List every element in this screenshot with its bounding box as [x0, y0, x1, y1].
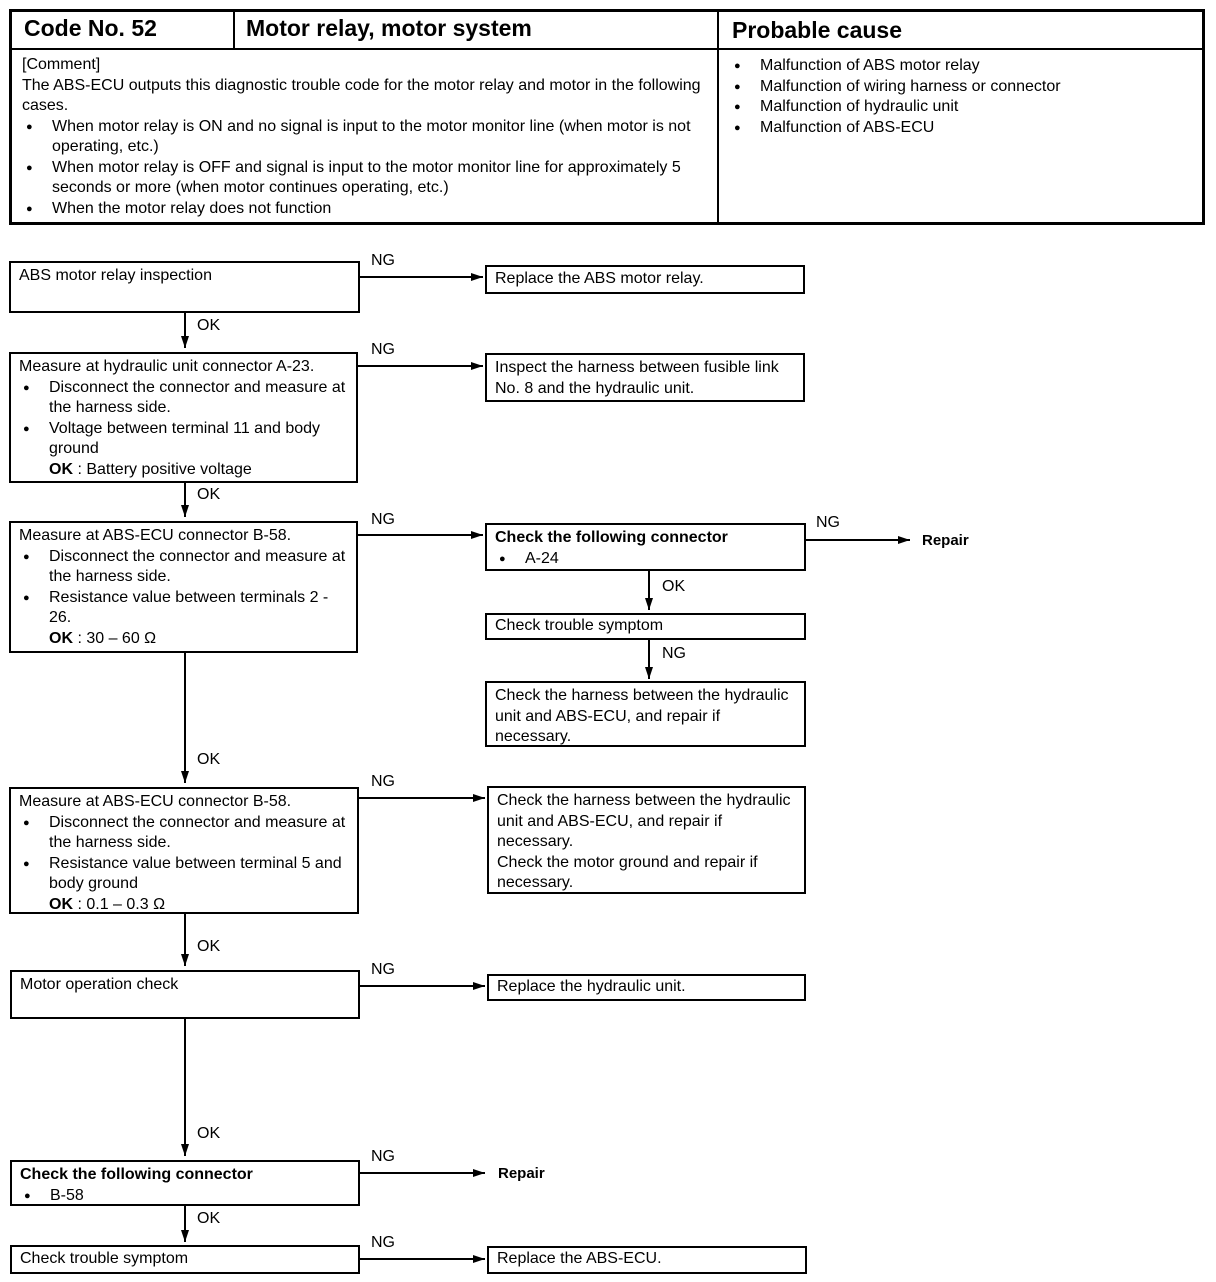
step-measure-ecu-ground	[9, 787, 359, 914]
action-inspect-harness-fusible-link	[485, 353, 805, 402]
ng-label: NG	[816, 514, 840, 531]
cause-item: ● Malfunction of ABS-ECU	[730, 118, 1190, 139]
code-number: Code No. 52	[24, 15, 157, 41]
step-check-trouble-symptom	[10, 1245, 360, 1274]
ng-label: NG	[371, 1234, 395, 1251]
step-bullet: ● Disconnect the connector and measure at the harness side.	[19, 813, 349, 854]
ok-label: OK	[197, 486, 221, 503]
comment-text: The ABS-ECU outputs this diagnostic trouble code for the motor relay and motor in the following cases.	[22, 76, 701, 114]
comment-bullet: ● When motor relay is ON and no signal is input to the motor monitor line (when motor is not operating, etc.)	[22, 117, 706, 158]
step-bullet: ● Disconnect the connector and measure at the harness side.	[19, 547, 348, 588]
action-check-harness-and-ground	[487, 786, 806, 894]
step-motor-operation-check	[10, 970, 360, 1019]
action-text: Replace the ABS-ECU.	[497, 1250, 662, 1267]
ok-label: OK	[662, 578, 686, 595]
action-text: Inspect the harness between fusible link No. 8 and the hydraulic unit.	[495, 359, 779, 397]
repair-label: Repair	[498, 1165, 545, 1182]
step-title: Measure at ABS-ECU connector B-58.	[19, 527, 292, 544]
action-text: Check trouble symptom	[495, 617, 664, 634]
comment-bullet: ● When motor relay is OFF and signal is input to the motor monitor line for approximately 5 seconds or more (when motor continues operating, etc.)	[22, 158, 706, 199]
ok-label: OK	[197, 751, 221, 768]
cause-item: ● Malfunction of hydraulic unit	[730, 97, 1190, 118]
ok-label: OK	[197, 1210, 221, 1227]
action-replace-motor-relay	[485, 265, 805, 294]
step-motor-relay-inspection	[9, 261, 360, 313]
step-bullet: ● Voltage between terminal 11 and body ground	[19, 419, 348, 460]
action-text: Check the motor ground and repair if necessary.	[497, 853, 758, 891]
action-text: Check the harness between the hydraulic unit and ABS-ECU, and repair if necessary.	[497, 792, 791, 850]
ng-label: NG	[662, 645, 686, 662]
action-text: Check the harness between the hydraulic unit and ABS-ECU, and repair if necessary.	[495, 687, 789, 745]
ng-label: NG	[371, 1148, 395, 1165]
step-title: Measure at ABS-ECU connector B-58.	[19, 793, 292, 810]
step-title: Check the following connector	[20, 1166, 253, 1183]
cause-item: ● Malfunction of wiring harness or connector	[730, 77, 1190, 98]
ng-label: NG	[371, 773, 395, 790]
step-measure-ecu-connector	[9, 521, 358, 653]
step-text: Check trouble symptom	[20, 1250, 189, 1267]
probable-cause-title: Probable cause	[732, 17, 903, 43]
step-text: Motor operation check	[20, 976, 179, 993]
step-ok-value: OK : 0.1 – 0.3 Ω	[49, 895, 166, 913]
step-bullet: ● Resistance value between terminals 2 - 26.	[19, 588, 348, 629]
ng-label: NG	[371, 341, 395, 358]
step-bullet: ● Disconnect the connector and measure at the harness side.	[19, 378, 348, 419]
action-replace-hydraulic-unit	[487, 974, 806, 1001]
ng-label: NG	[371, 252, 395, 269]
action-text: Replace the ABS motor relay.	[495, 270, 704, 287]
comment-bullet: ● When the motor relay does not function	[22, 199, 706, 220]
step-measure-hydraulic-connector	[9, 352, 358, 483]
repair-label: Repair	[922, 532, 969, 549]
step-bullet: ● Resistance value between terminal 5 and body ground	[19, 854, 349, 895]
action-check-trouble-symptom	[485, 613, 806, 640]
ok-label: OK	[197, 1125, 221, 1142]
action-check-harness-hydraulic-ecu	[485, 681, 806, 747]
comment-label: [Comment]	[22, 56, 101, 73]
step-ok-value: OK : Battery positive voltage	[49, 460, 252, 478]
step-title: Measure at hydraulic unit connector A-23.	[19, 358, 315, 375]
step-check-connector-b58	[10, 1160, 360, 1206]
ng-label: NG	[371, 961, 395, 978]
step-ok-value: OK : 30 – 60 Ω	[49, 629, 157, 647]
action-text: Replace the hydraulic unit.	[497, 978, 686, 995]
ng-label: NG	[371, 511, 395, 528]
step-bullet: ● B-58	[20, 1186, 350, 1207]
action-replace-abs-ecu	[487, 1246, 807, 1274]
code-title: Motor relay, motor system	[246, 15, 532, 41]
ok-label: OK	[197, 317, 221, 334]
action-bullet: ● A-24	[495, 549, 796, 570]
action-title: Check the following connector	[495, 529, 728, 546]
ok-label: OK	[197, 938, 221, 955]
action-check-connector-a24	[485, 523, 806, 571]
step-text: ABS motor relay inspection	[19, 267, 212, 284]
cause-item: ● Malfunction of ABS motor relay	[730, 56, 1190, 77]
